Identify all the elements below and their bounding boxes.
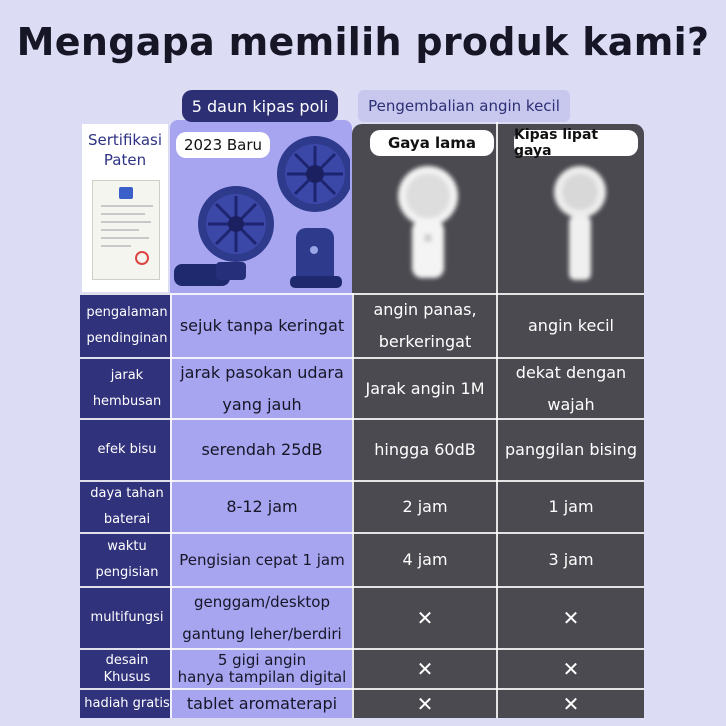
row-label-text: multifungsi <box>90 610 164 625</box>
cell-text: angin kecil <box>528 316 614 335</box>
row-label-gift <box>80 690 170 718</box>
old-cell-design <box>354 650 496 688</box>
ours-cell-cooling <box>172 295 352 357</box>
row-label-multifunction <box>80 588 170 648</box>
cell-text: 4 jam <box>402 550 448 569</box>
fan-product-icon <box>172 130 350 290</box>
row-label-cooling <box>80 295 170 357</box>
ours-cell-charging <box>172 534 352 586</box>
fold-cell-silent <box>498 420 644 480</box>
old-cell-distance <box>354 359 496 418</box>
cell-text: panggilan bising <box>504 440 637 459</box>
ours-cell-gift <box>172 690 352 718</box>
cell-text: serendah 25dB <box>201 440 323 459</box>
cell-text: 2 jam <box>402 497 448 516</box>
page-title: Mengapa memilih produk kami? <box>16 20 710 64</box>
old-fan-icon <box>386 160 476 290</box>
row-label-silent <box>80 420 170 480</box>
cell-text: hingga 60dB <box>374 440 476 459</box>
row-label-text: waktu <box>107 539 147 554</box>
row-label-design <box>80 650 170 688</box>
row-label-battery <box>80 482 170 532</box>
cell-text: angin panas, <box>373 300 477 319</box>
cell-text: 5 gigi angin <box>217 651 307 669</box>
row-label-text: Khusus <box>103 670 151 685</box>
ours-cell-silent <box>172 420 352 480</box>
cell-text: 3 jam <box>548 550 594 569</box>
cell-text: sejuk tanpa keringat <box>179 316 345 335</box>
row-label-text: daya tahan <box>90 486 164 501</box>
certificate-icon <box>92 180 160 280</box>
fold-cell-gift <box>498 690 644 718</box>
row-label-distance <box>80 359 170 418</box>
row-label-charging <box>80 534 170 586</box>
cell-text: Pengisian cepat 1 jam <box>179 551 345 569</box>
old-cell-silent <box>354 420 496 480</box>
cell-text: genggam/desktop <box>194 593 330 611</box>
x-icon: ✕ <box>562 606 580 630</box>
fold-cell-design <box>498 650 644 688</box>
certificate-title <box>82 130 168 170</box>
row-label-text: desain <box>105 653 149 668</box>
fold-cell-battery <box>498 482 644 532</box>
row-label-text: baterai <box>103 512 151 527</box>
fold-style-badge: Kipas lipat gaya <box>514 130 638 156</box>
cell-text: tablet aromaterapi <box>186 694 338 713</box>
old-cell-battery <box>354 482 496 532</box>
fold-cell-multifunction <box>498 588 644 648</box>
cell-text: hanya tampilan digital <box>177 668 347 686</box>
row-label-text: pendinginan <box>86 331 168 346</box>
cell-text: dekat dengan <box>515 362 627 382</box>
old-style-badge: Gaya lama <box>370 130 494 156</box>
certificate-panel <box>82 124 168 292</box>
x-icon: ✕ <box>562 692 580 716</box>
fold-cell-charging <box>498 534 644 586</box>
row-label-text: pengalaman <box>86 305 168 320</box>
cell-text: Jarak angin 1M <box>365 378 485 398</box>
old-cell-multifunction <box>354 588 496 648</box>
certificate-title-line1: Sertifikasi <box>87 131 162 149</box>
row-label-text: hadiah gratis <box>84 696 170 711</box>
cell-text: 8-12 jam <box>226 497 298 516</box>
cell-text: wajah <box>547 394 595 414</box>
x-icon: ✕ <box>416 657 434 681</box>
x-icon: ✕ <box>416 692 434 716</box>
comparison-table <box>80 120 644 718</box>
cell-text: jarak pasokan udara <box>180 362 344 382</box>
old-cell-cooling <box>354 295 496 357</box>
fold-fan-icon <box>540 160 620 290</box>
ours-cell-multifunction <box>172 588 352 648</box>
certificate-title-line2: Paten <box>103 151 147 169</box>
fold-cell-cooling <box>498 295 644 357</box>
x-icon: ✕ <box>416 606 434 630</box>
row-label-text: efek bisu <box>97 442 157 457</box>
cell-text: 1 jam <box>548 497 594 516</box>
competitor-header: Pengembalian angin kecil <box>358 90 570 122</box>
fold-cell-distance <box>498 359 644 418</box>
ours-cell-design <box>172 650 352 688</box>
our-product-header: 5 daun kipas poli <box>182 90 338 122</box>
cell-text: gantung leher/berdiri <box>182 625 342 643</box>
new-badge: 2023 Baru <box>176 132 270 158</box>
ours-cell-battery <box>172 482 352 532</box>
ours-cell-distance <box>172 359 352 418</box>
row-label-text: pengisian <box>95 565 159 580</box>
cell-text: yang jauh <box>222 394 302 414</box>
old-cell-gift <box>354 690 496 718</box>
cell-text: berkeringat <box>378 332 472 351</box>
row-label-text: jarak <box>110 367 144 383</box>
row-label-text: hembusan <box>92 393 162 409</box>
old-cell-charging <box>354 534 496 586</box>
x-icon: ✕ <box>562 657 580 681</box>
